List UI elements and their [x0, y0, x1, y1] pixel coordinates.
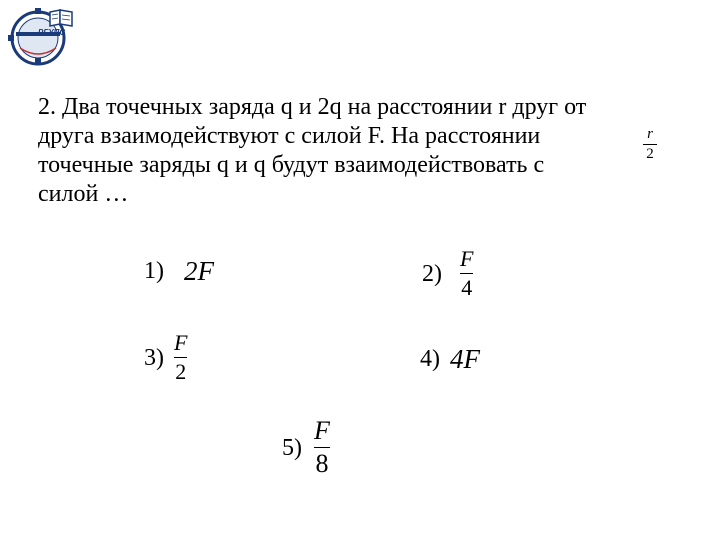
fraction-bar	[643, 144, 657, 145]
fraction-numerator: r	[647, 126, 653, 142]
answer-option-2[interactable]	[422, 248, 473, 299]
answer-option-5[interactable]	[282, 418, 330, 477]
fraction-bar	[314, 447, 330, 448]
fraction-numerator: F	[314, 416, 330, 445]
fraction-denominator: 2	[175, 359, 187, 384]
logo-text: РГУПС	[38, 28, 66, 37]
answer-fraction	[174, 332, 187, 383]
answer-number: 4)	[420, 346, 440, 373]
answer-number: 3)	[144, 344, 164, 371]
answer-expression: 2F	[184, 256, 214, 287]
answer-expression: 4F	[450, 344, 480, 375]
fraction-numerator: F	[460, 246, 474, 271]
university-logo	[2, 2, 84, 70]
answer-number: 2)	[422, 260, 442, 287]
fraction-denominator: 4	[461, 275, 473, 300]
problem-line: силой …	[38, 181, 129, 207]
fraction-denominator: 2	[646, 146, 654, 162]
problem-line: 2. Два точечных заряда q и 2q на расстоянии r друг от	[38, 94, 587, 120]
answer-option-4[interactable]	[420, 344, 480, 375]
fraction-bar	[174, 357, 187, 358]
fraction-numerator: F	[174, 330, 188, 355]
answer-number: 1)	[144, 258, 164, 285]
answer-option-1[interactable]	[144, 256, 214, 287]
problem-line: точечные заряды q и q будут взаимодействовать с	[38, 152, 545, 178]
answer-option-3[interactable]	[144, 332, 187, 383]
problem-line: друга взаимодействуют с силой F. На расстоянии	[38, 123, 541, 149]
fraction-denominator: 8	[315, 449, 329, 478]
answer-fraction	[460, 248, 473, 299]
answer-fraction	[314, 418, 330, 477]
answer-number: 5)	[282, 434, 302, 461]
fraction-bar	[460, 273, 473, 274]
distance-fraction	[642, 127, 658, 162]
